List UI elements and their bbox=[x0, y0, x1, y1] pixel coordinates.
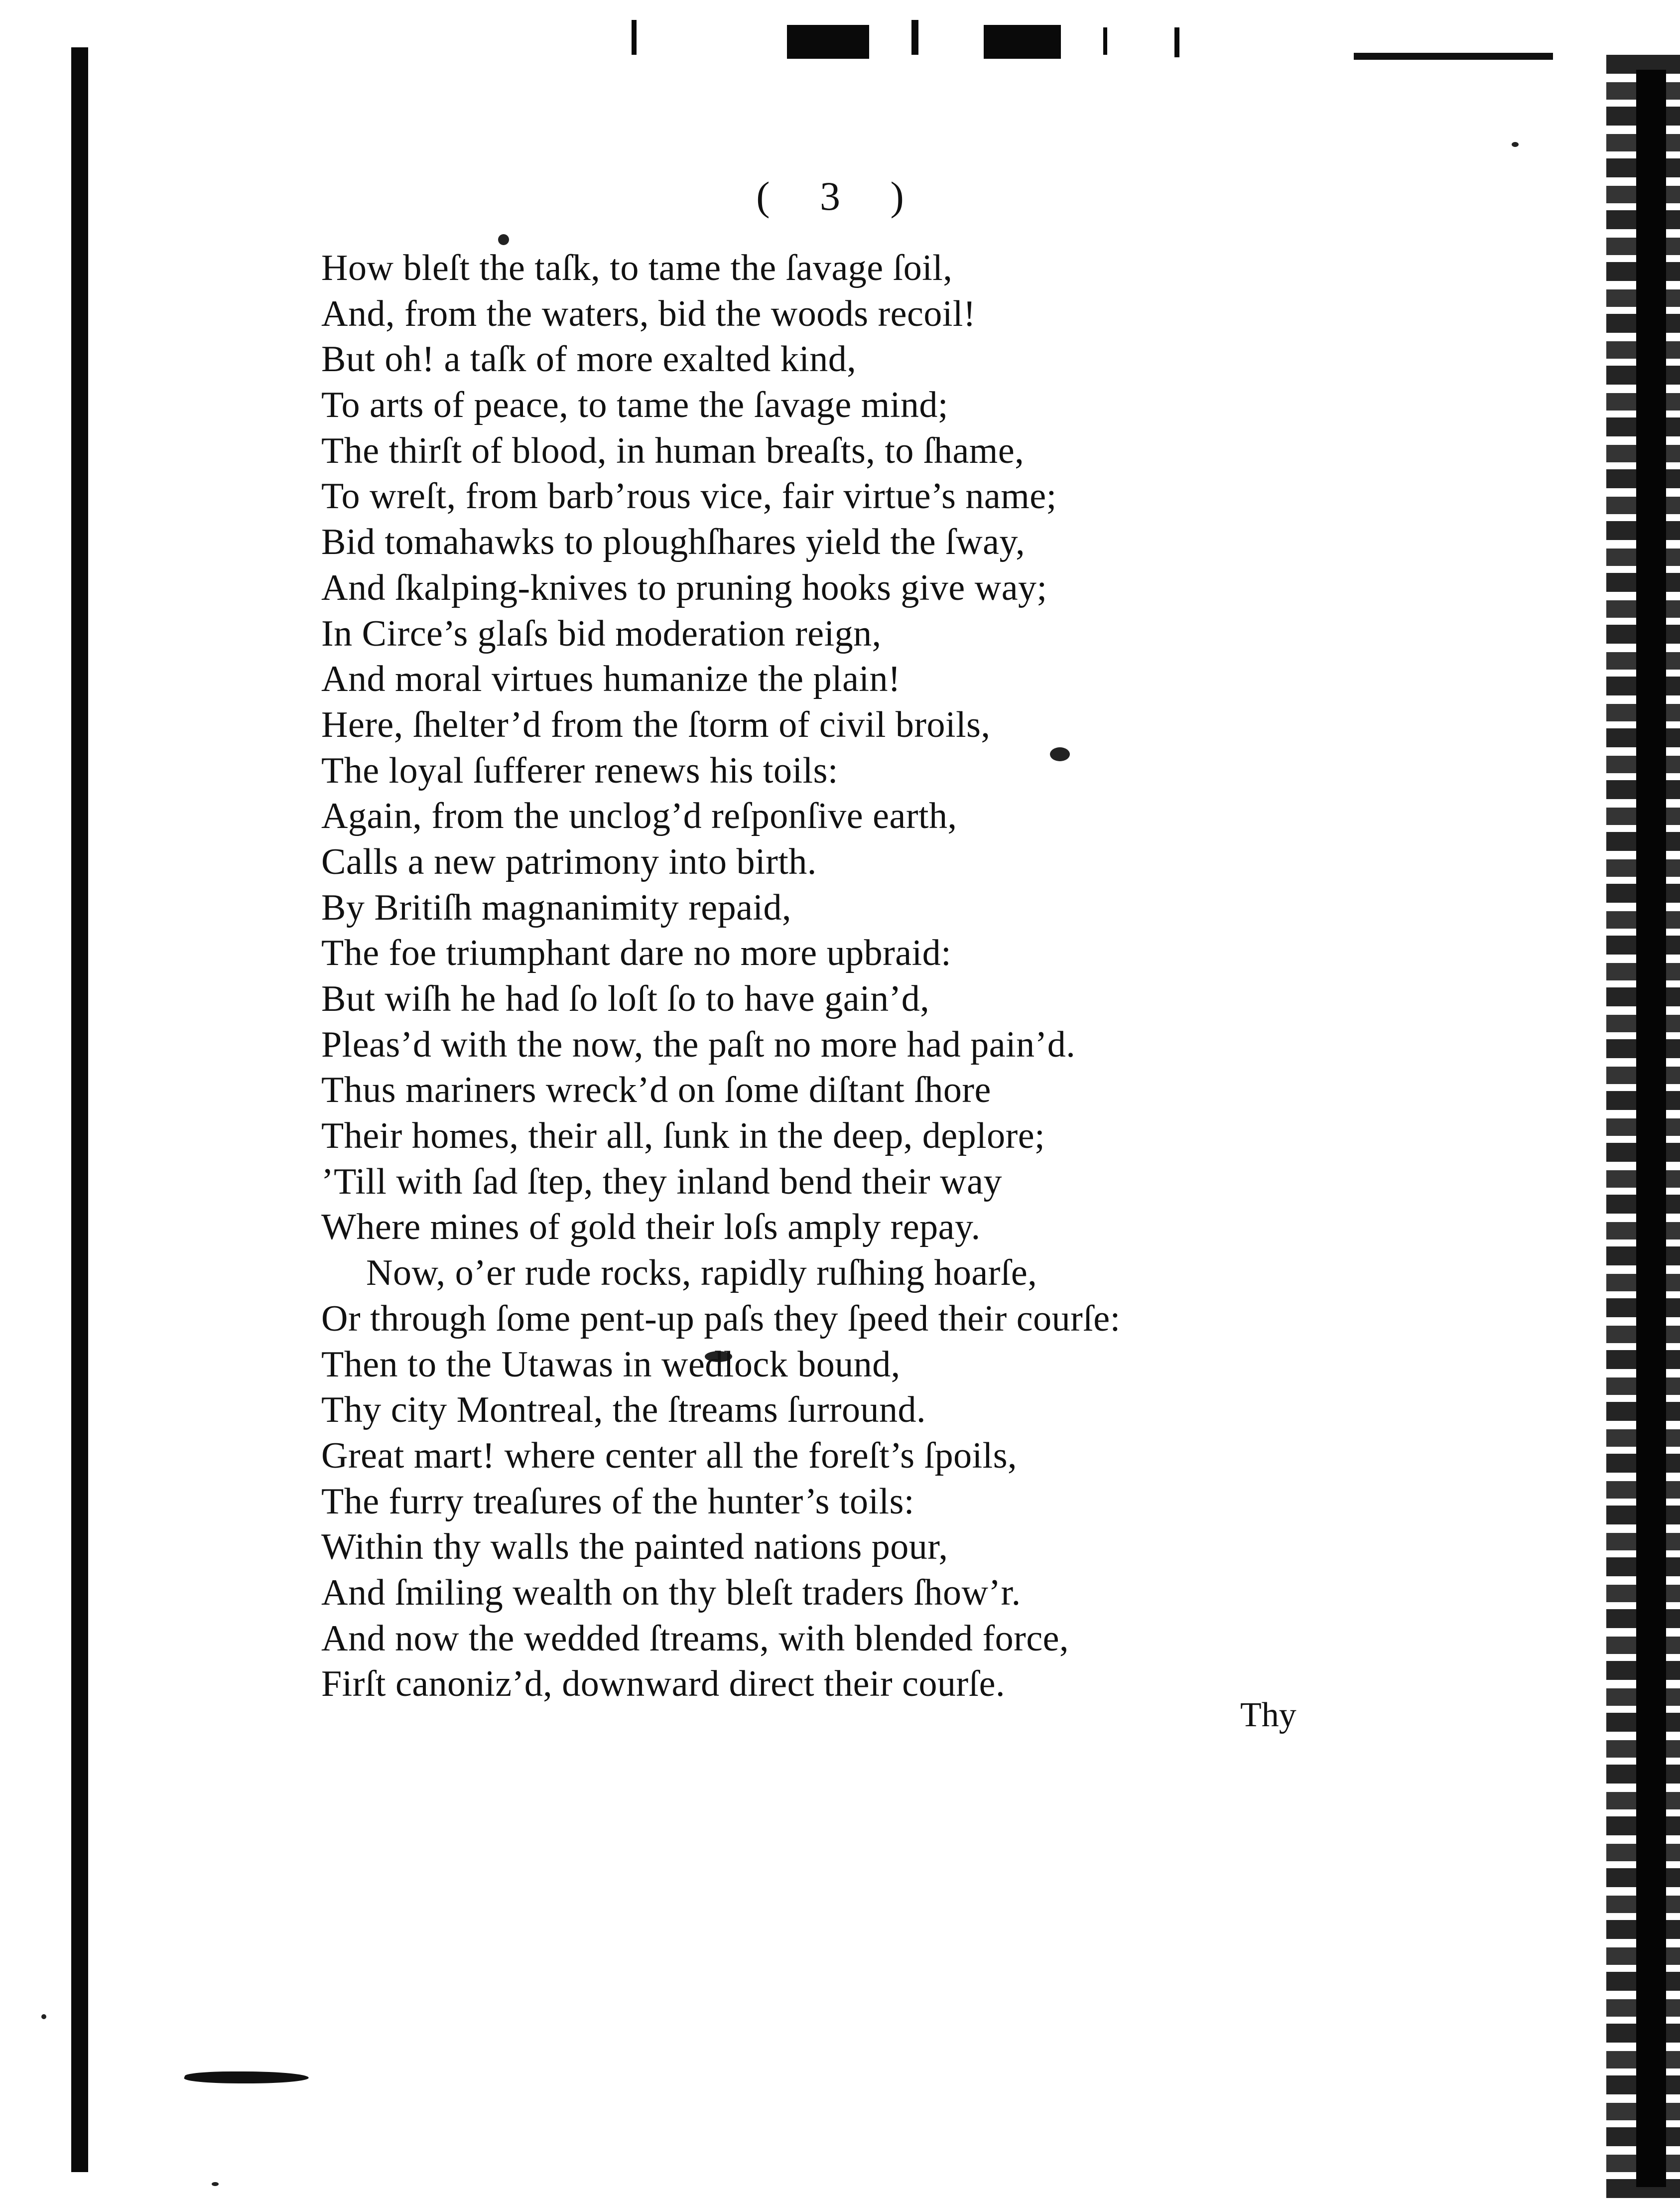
poem-line: The thirſt of blood, in human breaſts, to ſhame, bbox=[321, 430, 1025, 471]
poem-line: But oh! a taſk of more exalted kind, bbox=[321, 339, 857, 380]
poem-line: Here, ſhelter’d from the ſtorm of civil broils, bbox=[321, 704, 991, 745]
poem-line: The foe triumphant dare no more upbraid: bbox=[321, 933, 952, 974]
poem-line: And ſkalping-knives to pruning hooks give way; bbox=[321, 567, 1047, 608]
poem-line: To arts of peace, to tame the ſavage mind; bbox=[321, 385, 948, 426]
scan-top-mark bbox=[1103, 27, 1107, 55]
poem-body bbox=[321, 246, 1581, 1707]
poem-line: Thy city Montreal, the ſtreams ſurround. bbox=[321, 1389, 926, 1431]
page-number: ( 3 ) bbox=[756, 173, 924, 219]
poem-line: Bid tomahawks to ploughſhares yield the ſway, bbox=[321, 522, 1026, 563]
scan-speck bbox=[1512, 142, 1519, 147]
poem-line: Then to the Utawas in wedlock bound, bbox=[321, 1344, 901, 1385]
poem-line: Where mines of gold their loſs amply repay. bbox=[321, 1207, 981, 1248]
poem-line: Again, from the unclog’d reſponſive earth, bbox=[321, 796, 957, 837]
poem-line: The furry treaſures of the hunter’s toils: bbox=[321, 1481, 914, 1522]
poem-line: ’Till with ſad ſtep, they inland bend their way bbox=[321, 1161, 1002, 1202]
poem-line: But wiſh he had ſo loſt ſo to have gain’d, bbox=[321, 978, 930, 1019]
scan-speck bbox=[41, 2014, 46, 2019]
scan-margin-bar-left bbox=[71, 47, 88, 2172]
scan-top-mark bbox=[787, 25, 869, 59]
scan-smudge bbox=[182, 2071, 311, 2083]
poem-line: Within thy walls the painted nations pour, bbox=[321, 1526, 948, 1568]
poem-line: Or through ſome pent-up paſs they ſpeed their courſe: bbox=[321, 1298, 1121, 1339]
catchword: Thy bbox=[1240, 1696, 1296, 1734]
scan-speck bbox=[212, 2182, 219, 2186]
scan-top-rule bbox=[1354, 53, 1553, 60]
poem-line: Thus mariners wreck’d on ſome diſtant ſhore bbox=[321, 1070, 991, 1111]
poem-line: Great mart! where center all the foreſt’s ſpoils, bbox=[321, 1435, 1018, 1476]
poem-line: How bleſt the taſk, to tame the ſavage ſoil, bbox=[321, 248, 953, 288]
poem-line: Pleas’d with the now, the paſt no more had pain’d. bbox=[321, 1024, 1076, 1065]
poem-line: Their homes, their all, ſunk in the deep, deplore; bbox=[321, 1115, 1045, 1157]
scan-edge-right-dark bbox=[1636, 70, 1666, 2187]
poem-line: And now the wedded ſtreams, with blended force, bbox=[321, 1618, 1069, 1659]
poem-line: And moral virtues humanize the plain! bbox=[321, 659, 901, 700]
scan-speck bbox=[498, 234, 509, 245]
poem-line: The loyal ſufferer renews his toils: bbox=[321, 750, 838, 791]
scan-top-mark bbox=[632, 20, 637, 55]
poem-line: By Britiſh magnanimity repaid, bbox=[321, 887, 791, 928]
poem-line: Calls a new patrimony into birth. bbox=[321, 841, 817, 882]
scan-top-mark bbox=[1174, 27, 1179, 57]
poem-line: Now, o’er rude rocks, rapidly ruſhing hoarſe, bbox=[366, 1252, 1037, 1294]
scan-top-mark bbox=[911, 20, 918, 55]
poem-line: Firſt canoniz’d, downward direct their courſe. bbox=[321, 1663, 1006, 1705]
poem-line: And ſmiling wealth on thy bleſt traders ſhow’r. bbox=[321, 1572, 1021, 1613]
poem-line: In Circe’s glaſs bid moderation reign, bbox=[321, 613, 882, 654]
scan-top-mark bbox=[984, 25, 1061, 59]
poem-line: To wreſt, from barb’rous vice, fair virtue’s name; bbox=[321, 476, 1057, 517]
poem-line: And, from the waters, bid the woods recoil! bbox=[321, 293, 976, 334]
